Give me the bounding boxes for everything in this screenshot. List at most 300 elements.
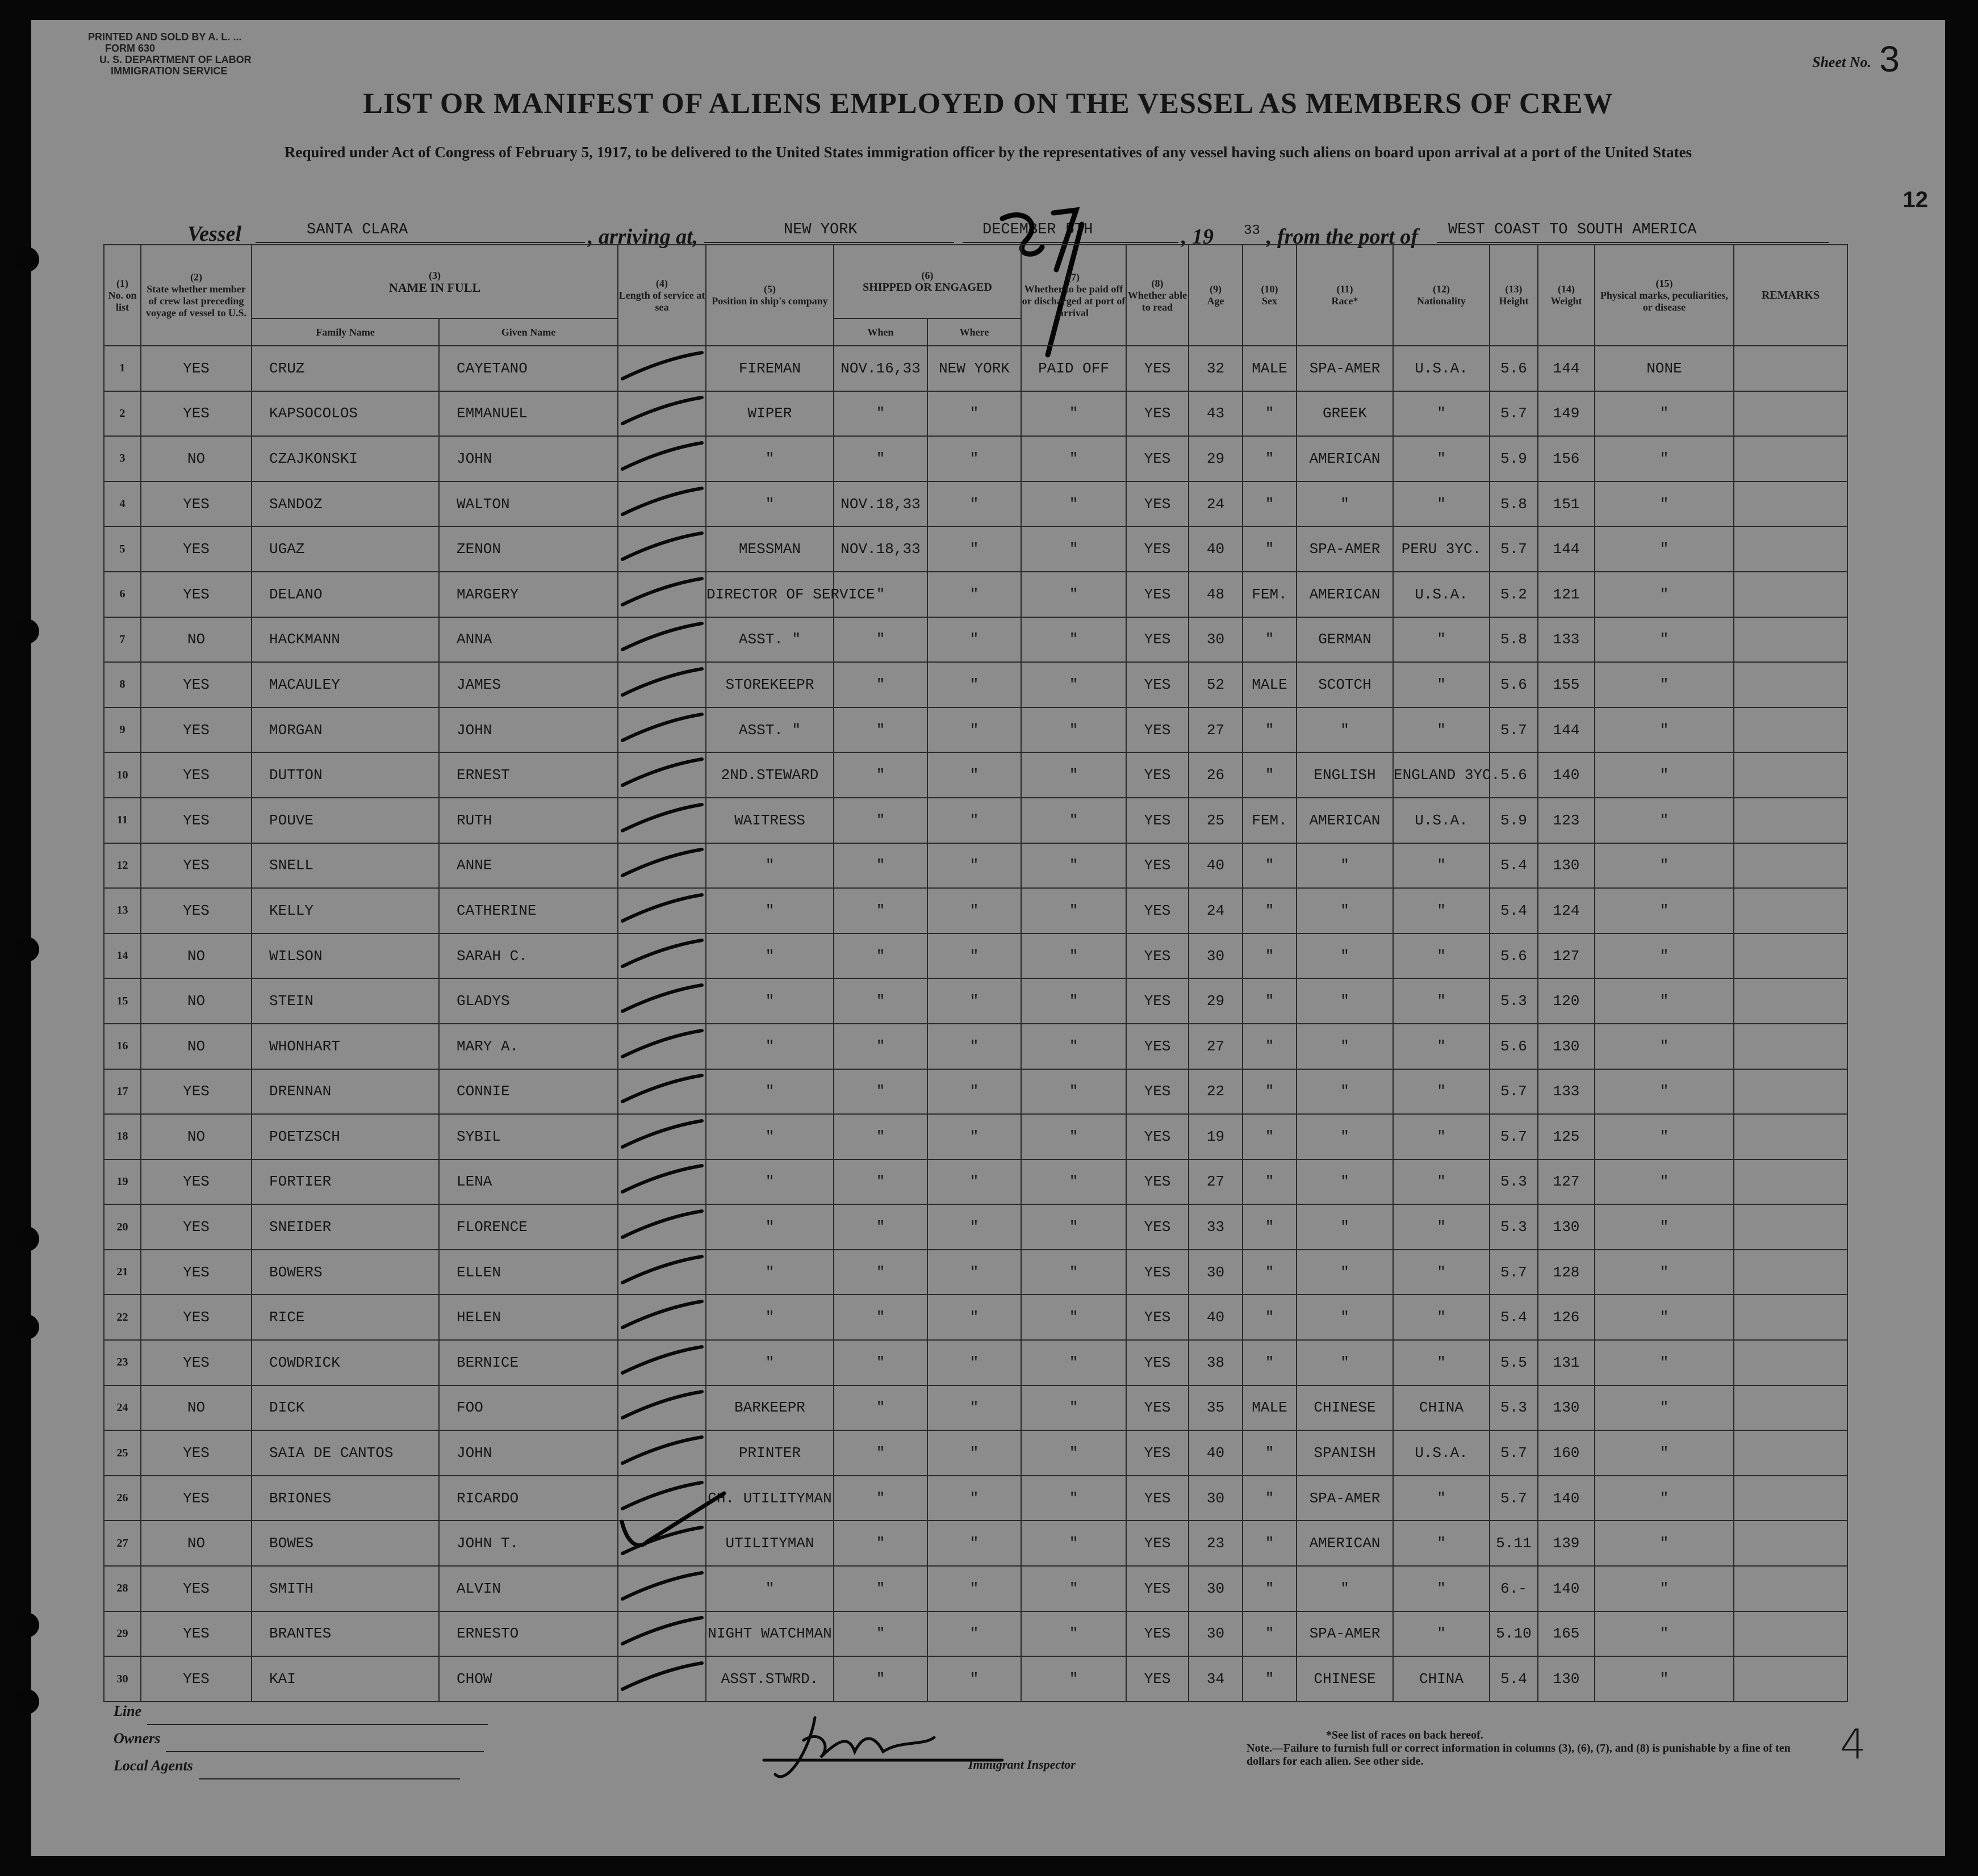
cell-paid-off: " xyxy=(1021,843,1126,889)
cell-nationality: " xyxy=(1393,1069,1490,1115)
cell-position: " xyxy=(706,481,834,527)
cell-row-number: 9 xyxy=(104,707,141,753)
cell-physical-marks: " xyxy=(1595,1476,1734,1521)
cell-family-name: DELANO xyxy=(252,572,439,617)
cell-physical-marks: " xyxy=(1595,1611,1734,1657)
cell-remarks xyxy=(1734,1521,1847,1566)
cell-paid-off: " xyxy=(1021,1385,1126,1431)
cell-row-number: 4 xyxy=(104,481,141,527)
footer-labels xyxy=(114,1698,488,1779)
cell-sex: " xyxy=(1243,526,1297,572)
arrival-port: NEW YORK xyxy=(704,221,954,243)
cell-able-to-read: YES xyxy=(1126,1159,1189,1205)
cell-remarks xyxy=(1734,1340,1847,1385)
cell-sex: " xyxy=(1243,1340,1297,1385)
check-stroke-icon xyxy=(620,937,705,971)
cell-age: 30 xyxy=(1189,1611,1243,1657)
cell-length-of-service xyxy=(618,707,706,753)
table-row xyxy=(104,436,1847,481)
cell-physical-marks: " xyxy=(1595,1204,1734,1250)
cell-family-name: HACKMANN xyxy=(252,617,439,663)
cell-nationality: " xyxy=(1393,391,1490,437)
cell-age: 32 xyxy=(1189,346,1243,391)
cell-race: SPA-AMER xyxy=(1297,1476,1393,1521)
cell-able-to-read: YES xyxy=(1126,617,1189,663)
cell-length-of-service xyxy=(618,1340,706,1385)
cell-position: ASST. " xyxy=(706,617,834,663)
cell-shipped-when: " xyxy=(834,707,927,753)
col-header-physical-marks: (15) Physical marks, peculiarities, or disease xyxy=(1595,245,1734,346)
cell-able-to-read: YES xyxy=(1126,526,1189,572)
cell-able-to-read: YES xyxy=(1126,798,1189,843)
cell-family-name: BOWES xyxy=(252,1521,439,1566)
cell-paid-off: " xyxy=(1021,1295,1126,1340)
cell-length-of-service xyxy=(618,1430,706,1476)
cell-position: DIRECTOR OF SERVICE xyxy=(706,572,834,617)
cell-age: 30 xyxy=(1189,617,1243,663)
cell-row-number: 18 xyxy=(104,1114,141,1159)
cell-family-name: KAI xyxy=(252,1656,439,1702)
cell-nationality: CHINA xyxy=(1393,1385,1490,1431)
cell-position: " xyxy=(706,1159,834,1205)
cell-physical-marks: " xyxy=(1595,436,1734,481)
cell-row-number: 2 xyxy=(104,391,141,437)
cell-weight: 144 xyxy=(1538,707,1595,753)
table-row xyxy=(104,1476,1847,1521)
cell-nationality: " xyxy=(1393,1024,1490,1069)
cell-shipped-where: " xyxy=(927,843,1021,889)
cell-paid-off: " xyxy=(1021,572,1126,617)
cell-sex: " xyxy=(1243,752,1297,798)
cell-physical-marks: " xyxy=(1595,1385,1734,1431)
cell-physical-marks: " xyxy=(1595,888,1734,933)
cell-able-to-read: YES xyxy=(1126,1204,1189,1250)
cell-age: 38 xyxy=(1189,1340,1243,1385)
cell-age: 33 xyxy=(1189,1204,1243,1250)
cell-position: " xyxy=(706,1250,834,1295)
cell-row-number: 25 xyxy=(104,1430,141,1476)
cell-position: NIGHT WATCHMAN xyxy=(706,1611,834,1657)
cell-weight: 124 xyxy=(1538,888,1595,933)
cell-age: 26 xyxy=(1189,752,1243,798)
cell-remarks xyxy=(1734,1295,1847,1340)
cell-shipped-where: " xyxy=(927,1521,1021,1566)
check-stroke-icon xyxy=(620,1434,705,1468)
table-row xyxy=(104,1521,1847,1566)
punch-hole xyxy=(14,937,39,962)
cell-shipped-where: " xyxy=(927,1024,1021,1069)
cell-length-of-service xyxy=(618,978,706,1024)
cell-able-to-read: YES xyxy=(1126,1385,1189,1431)
cell-able-to-read: YES xyxy=(1126,1611,1189,1657)
handwritten-page-mark: 4 xyxy=(1840,1720,1866,1768)
check-stroke-icon xyxy=(620,711,705,745)
cell-height: 5.11 xyxy=(1490,1521,1538,1566)
cell-nationality: " xyxy=(1393,1295,1490,1340)
cell-family-name: DICK xyxy=(252,1385,439,1431)
cell-length-of-service xyxy=(618,752,706,798)
vessel-name: SANTA CLARA xyxy=(256,221,585,243)
cell-length-of-service xyxy=(618,481,706,527)
cell-weight: 120 xyxy=(1538,978,1595,1024)
cell-row-number: 3 xyxy=(104,436,141,481)
table-row xyxy=(104,707,1847,753)
cell-remarks xyxy=(1734,481,1847,527)
table-row xyxy=(104,1340,1847,1385)
cell-previous-voyage: NO xyxy=(141,1521,252,1566)
manifest-sheet xyxy=(31,20,1945,1856)
cell-given-name: MARY A. xyxy=(439,1024,618,1069)
cell-race: AMERICAN xyxy=(1297,1521,1393,1566)
table-row xyxy=(104,481,1847,527)
cell-race: GERMAN xyxy=(1297,617,1393,663)
cell-age: 27 xyxy=(1189,1024,1243,1069)
cell-remarks xyxy=(1734,1611,1847,1657)
cell-shipped-when: " xyxy=(834,1566,927,1611)
cell-position: ASST. " xyxy=(706,707,834,753)
cell-position: " xyxy=(706,1069,834,1115)
cell-row-number: 28 xyxy=(104,1566,141,1611)
cell-age: 34 xyxy=(1189,1656,1243,1702)
table-row xyxy=(104,752,1847,798)
cell-age: 22 xyxy=(1189,1069,1243,1115)
cell-given-name: LENA xyxy=(439,1159,618,1205)
cell-shipped-where: " xyxy=(927,526,1021,572)
cell-weight: 140 xyxy=(1538,752,1595,798)
check-stroke-icon xyxy=(620,439,705,474)
cell-age: 24 xyxy=(1189,481,1243,527)
cell-shipped-when: " xyxy=(834,617,927,663)
cell-shipped-when: " xyxy=(834,933,927,979)
crew-table xyxy=(103,244,1847,1702)
cell-given-name: CATHERINE xyxy=(439,888,618,933)
cell-age: 19 xyxy=(1189,1114,1243,1159)
cell-remarks xyxy=(1734,1024,1847,1069)
cell-row-number: 23 xyxy=(104,1340,141,1385)
cell-sex: " xyxy=(1243,481,1297,527)
cell-remarks xyxy=(1734,1566,1847,1611)
cell-previous-voyage: YES xyxy=(141,1656,252,1702)
col-header-remarks: REMARKS xyxy=(1734,245,1847,346)
cell-previous-voyage: YES xyxy=(141,1295,252,1340)
line-label: Line xyxy=(114,1703,142,1719)
cell-able-to-read: YES xyxy=(1126,1521,1189,1566)
cell-shipped-where: " xyxy=(927,617,1021,663)
arrival-date: DECEMBER 5TH xyxy=(963,221,1178,243)
check-stroke-icon xyxy=(620,1208,705,1242)
cell-weight: 130 xyxy=(1538,1024,1595,1069)
cell-given-name: ERNESTO xyxy=(439,1611,618,1657)
cell-shipped-when: " xyxy=(834,572,927,617)
cell-row-number: 27 xyxy=(104,1521,141,1566)
cell-family-name: SNELL xyxy=(252,843,439,889)
cell-family-name: SAIA DE CANTOS xyxy=(252,1430,439,1476)
cell-race: " xyxy=(1297,1250,1393,1295)
col-header-race: (11) Race* xyxy=(1297,245,1393,346)
cell-shipped-when: " xyxy=(834,1069,927,1115)
cell-sex: " xyxy=(1243,1250,1297,1295)
punch-hole xyxy=(14,1613,39,1638)
table-row xyxy=(104,1385,1847,1431)
cell-physical-marks: " xyxy=(1595,662,1734,707)
table-row xyxy=(104,1295,1847,1340)
cell-race: CHINESE xyxy=(1297,1385,1393,1431)
cell-physical-marks: " xyxy=(1595,1069,1734,1115)
cell-weight: 127 xyxy=(1538,1159,1595,1205)
cell-paid-off: " xyxy=(1021,1476,1126,1521)
cell-height: 5.8 xyxy=(1490,617,1538,663)
cell-remarks xyxy=(1734,1114,1847,1159)
cell-shipped-where: " xyxy=(927,436,1021,481)
cell-race: " xyxy=(1297,707,1393,753)
cell-height: 5.6 xyxy=(1490,933,1538,979)
cell-sex: " xyxy=(1243,1476,1297,1521)
cell-given-name: FOO xyxy=(439,1385,618,1431)
cell-physical-marks: " xyxy=(1595,391,1734,437)
races-note: *See list of races on back hereof. xyxy=(1326,1729,1483,1741)
cell-given-name: RICARDO xyxy=(439,1476,618,1521)
cell-length-of-service xyxy=(618,346,706,391)
cell-paid-off: PAID OFF xyxy=(1021,346,1126,391)
cell-paid-off: " xyxy=(1021,1069,1126,1115)
cell-weight: 130 xyxy=(1538,843,1595,889)
cell-previous-voyage: YES xyxy=(141,1476,252,1521)
cell-paid-off: " xyxy=(1021,1204,1126,1250)
cell-nationality: " xyxy=(1393,1340,1490,1385)
cell-sex: MALE xyxy=(1243,346,1297,391)
cell-weight: 139 xyxy=(1538,1521,1595,1566)
cell-given-name: EMMANUEL xyxy=(439,391,618,437)
check-stroke-icon xyxy=(620,846,705,880)
cell-height: 5.3 xyxy=(1490,1159,1538,1205)
cell-paid-off: " xyxy=(1021,391,1126,437)
cell-nationality: " xyxy=(1393,617,1490,663)
cell-remarks xyxy=(1734,617,1847,663)
table-row xyxy=(104,978,1847,1024)
cell-race: AMERICAN xyxy=(1297,798,1393,843)
cell-row-number: 26 xyxy=(104,1476,141,1521)
cell-shipped-when: " xyxy=(834,1385,927,1431)
table-row xyxy=(104,662,1847,707)
cell-age: 30 xyxy=(1189,1250,1243,1295)
cell-weight: 126 xyxy=(1538,1295,1595,1340)
cell-race: " xyxy=(1297,1566,1393,1611)
cell-row-number: 6 xyxy=(104,572,141,617)
cell-shipped-when: " xyxy=(834,888,927,933)
check-stroke-icon xyxy=(620,1614,705,1648)
cell-given-name: GLADYS xyxy=(439,978,618,1024)
cell-shipped-when: " xyxy=(834,662,927,707)
cell-race: SPA-AMER xyxy=(1297,346,1393,391)
cell-age: 43 xyxy=(1189,391,1243,437)
cell-shipped-when: " xyxy=(834,1024,927,1069)
cell-able-to-read: YES xyxy=(1126,1566,1189,1611)
cell-age: 27 xyxy=(1189,707,1243,753)
cell-physical-marks: " xyxy=(1595,978,1734,1024)
cell-able-to-read: YES xyxy=(1126,572,1189,617)
cell-sex: " xyxy=(1243,1521,1297,1566)
cell-nationality: " xyxy=(1393,1476,1490,1521)
cell-family-name: POETZSCH xyxy=(252,1114,439,1159)
cell-race: AMERICAN xyxy=(1297,436,1393,481)
cell-able-to-read: YES xyxy=(1126,752,1189,798)
cell-length-of-service xyxy=(618,843,706,889)
check-stroke-icon xyxy=(620,530,705,564)
cell-nationality: " xyxy=(1393,843,1490,889)
cell-position: " xyxy=(706,1295,834,1340)
cell-nationality: PERU 3YC. xyxy=(1393,526,1490,572)
cell-weight: 149 xyxy=(1538,391,1595,437)
table-row xyxy=(104,888,1847,933)
vessel-label: Vessel xyxy=(187,222,241,246)
cell-row-number: 10 xyxy=(104,752,141,798)
col-header-sex: (10) Sex xyxy=(1243,245,1297,346)
cell-able-to-read: YES xyxy=(1126,978,1189,1024)
cell-nationality: " xyxy=(1393,1521,1490,1566)
cell-weight: 156 xyxy=(1538,436,1595,481)
cell-shipped-when: NOV.18,33 xyxy=(834,526,927,572)
cell-shipped-where: " xyxy=(927,752,1021,798)
cell-shipped-when: " xyxy=(834,752,927,798)
cell-able-to-read: YES xyxy=(1126,1476,1189,1521)
cell-shipped-when: " xyxy=(834,436,927,481)
table-row xyxy=(104,1656,1847,1702)
cell-position: 2ND.STEWARD xyxy=(706,752,834,798)
cell-shipped-where: " xyxy=(927,572,1021,617)
cell-position: " xyxy=(706,1024,834,1069)
cell-family-name: DUTTON xyxy=(252,752,439,798)
cell-physical-marks: " xyxy=(1595,1521,1734,1566)
cell-age: 24 xyxy=(1189,888,1243,933)
cell-remarks xyxy=(1734,572,1847,617)
cell-family-name: SANDOZ xyxy=(252,481,439,527)
manifest-title: LIST OR MANIFEST OF ALIENS EMPLOYED ON THE VESSEL AS MEMBERS OF CREW xyxy=(363,87,1613,120)
cell-given-name: ELLEN xyxy=(439,1250,618,1295)
cell-shipped-when: " xyxy=(834,1476,927,1521)
cell-paid-off: " xyxy=(1021,1159,1126,1205)
cell-weight: 130 xyxy=(1538,1656,1595,1702)
cell-paid-off: " xyxy=(1021,1521,1126,1566)
cell-race: " xyxy=(1297,1069,1393,1115)
cell-row-number: 14 xyxy=(104,933,141,979)
cell-length-of-service xyxy=(618,436,706,481)
immigrant-inspector-label: Immigrant Inspector xyxy=(968,1757,1076,1772)
cell-previous-voyage: YES xyxy=(141,752,252,798)
cell-sex: MALE xyxy=(1243,1385,1297,1431)
table-row xyxy=(104,391,1847,437)
from-port-label: , from the port of xyxy=(1266,225,1419,249)
cell-nationality: " xyxy=(1393,933,1490,979)
cell-paid-off: " xyxy=(1021,1611,1126,1657)
table-row xyxy=(104,843,1847,889)
cell-length-of-service xyxy=(618,1114,706,1159)
cell-height: 5.7 xyxy=(1490,1069,1538,1115)
cell-race: ENGLISH xyxy=(1297,752,1393,798)
cell-family-name: STEIN xyxy=(252,978,439,1024)
cell-previous-voyage: YES xyxy=(141,707,252,753)
owners-label: Owners xyxy=(114,1730,161,1747)
cell-shipped-when: " xyxy=(834,1295,927,1340)
col-header-length-of-service: (4) Length of service at sea xyxy=(618,245,706,346)
cell-able-to-read: YES xyxy=(1126,346,1189,391)
cell-nationality: " xyxy=(1393,707,1490,753)
check-stroke-icon xyxy=(620,665,705,700)
cell-paid-off: " xyxy=(1021,436,1126,481)
cell-previous-voyage: NO xyxy=(141,1024,252,1069)
cell-previous-voyage: YES xyxy=(141,572,252,617)
cell-weight: 140 xyxy=(1538,1476,1595,1521)
cell-length-of-service xyxy=(618,572,706,617)
col-header-previous-voyage: (2) State whether member of crew last preceding voyage of vessel to U.S. xyxy=(141,245,252,346)
cell-height: 6.- xyxy=(1490,1566,1538,1611)
cell-given-name: ANNE xyxy=(439,843,618,889)
footnote xyxy=(1247,1729,1814,1768)
table-row xyxy=(104,933,1847,979)
cell-race: " xyxy=(1297,843,1393,889)
cell-shipped-where: " xyxy=(927,933,1021,979)
manifest-subtitle: Required under Act of Congress of February 5, 1917, to be delivered to the United States immigration officer by the representatives of any vessel having such aliens on board upon arrival at a port of the United States xyxy=(284,144,1692,161)
cell-physical-marks: " xyxy=(1595,617,1734,663)
cell-given-name: JOHN T. xyxy=(439,1521,618,1566)
cell-previous-voyage: YES xyxy=(141,1250,252,1295)
cell-position: BARKEEPR xyxy=(706,1385,834,1431)
cell-height: 5.4 xyxy=(1490,1295,1538,1340)
cell-remarks xyxy=(1734,1069,1847,1115)
cell-sex: " xyxy=(1243,1204,1297,1250)
check-stroke-icon xyxy=(620,1117,705,1151)
cell-height: 5.9 xyxy=(1490,798,1538,843)
cell-length-of-service xyxy=(618,1656,706,1702)
cell-weight: 165 xyxy=(1538,1611,1595,1657)
cell-row-number: 12 xyxy=(104,843,141,889)
cell-paid-off: " xyxy=(1021,978,1126,1024)
cell-family-name: MACAULEY xyxy=(252,662,439,707)
cell-position: " xyxy=(706,843,834,889)
cell-shipped-where: " xyxy=(927,707,1021,753)
cell-position: MESSMAN xyxy=(706,526,834,572)
cell-row-number: 30 xyxy=(104,1656,141,1702)
cell-length-of-service xyxy=(618,1611,706,1657)
cell-sex: " xyxy=(1243,1295,1297,1340)
cell-paid-off: " xyxy=(1021,798,1126,843)
cell-position: WIPER xyxy=(706,391,834,437)
cell-length-of-service xyxy=(618,1159,706,1205)
cell-paid-off: " xyxy=(1021,662,1126,707)
cell-age: 25 xyxy=(1189,798,1243,843)
cell-weight: 133 xyxy=(1538,1069,1595,1115)
year-prefix: , 19 xyxy=(1181,225,1214,249)
cell-height: 5.7 xyxy=(1490,1430,1538,1476)
cell-family-name: CZAJKONSKI xyxy=(252,436,439,481)
cell-height: 5.10 xyxy=(1490,1611,1538,1657)
cell-able-to-read: YES xyxy=(1126,1250,1189,1295)
cell-row-number: 1 xyxy=(104,346,141,391)
cell-age: 52 xyxy=(1189,662,1243,707)
cell-given-name: ZENON xyxy=(439,526,618,572)
cell-weight: 123 xyxy=(1538,798,1595,843)
cell-previous-voyage: YES xyxy=(141,843,252,889)
cell-remarks xyxy=(1734,436,1847,481)
cell-family-name: UGAZ xyxy=(252,526,439,572)
cell-row-number: 13 xyxy=(104,888,141,933)
cell-family-name: WILSON xyxy=(252,933,439,979)
form-number: FORM 630 xyxy=(105,43,156,54)
cell-previous-voyage: NO xyxy=(141,1385,252,1431)
cell-shipped-where: " xyxy=(927,1611,1021,1657)
cell-row-number: 8 xyxy=(104,662,141,707)
cell-remarks xyxy=(1734,391,1847,437)
cell-weight: 144 xyxy=(1538,526,1595,572)
